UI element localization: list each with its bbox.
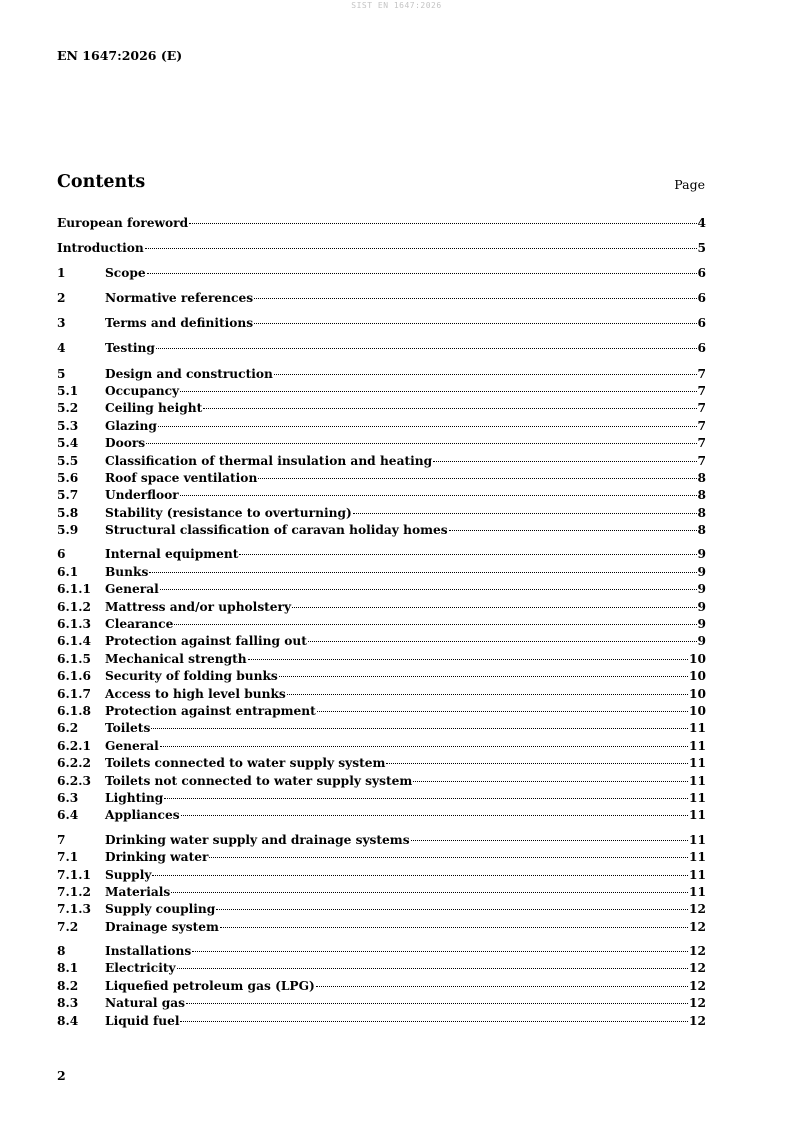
- toc-entry-page: 9: [697, 582, 706, 597]
- toc-entry-number: 7.1.3: [57, 902, 91, 917]
- toc-entry-page: 10: [689, 703, 706, 718]
- document-header: EN 1647:2026 (E): [57, 48, 183, 63]
- toc-entry-page: 12: [689, 1013, 706, 1028]
- toc-entry[interactable]: [57, 633, 706, 650]
- toc-entry-title: Toilets connected to water supply system: [105, 756, 386, 771]
- dot-leader: [180, 1020, 688, 1022]
- dot-leader: [180, 390, 696, 392]
- dot-leader: [147, 272, 697, 274]
- toc-entry-title: Design and construction: [105, 366, 273, 381]
- dot-leader: [180, 494, 697, 496]
- toc-entry[interactable]: [57, 867, 706, 884]
- toc-entry-page: 11: [689, 738, 706, 753]
- toc-entry-title: Electricity: [105, 961, 176, 976]
- toc-entry[interactable]: [57, 755, 706, 772]
- toc-entry[interactable]: [57, 470, 706, 487]
- toc-entry-title: Protection against entrapment: [105, 703, 316, 718]
- toc-entry-number: 5.5: [57, 453, 79, 468]
- toc-entry-page: 8: [697, 523, 706, 538]
- toc-entry[interactable]: [57, 901, 706, 918]
- toc-entry-title: Structural classification of caravan holiday homes: [105, 523, 448, 538]
- toc-entry-page: 11: [689, 867, 706, 882]
- toc-entry[interactable]: [57, 505, 706, 522]
- toc-entry-title: Introduction: [57, 241, 144, 256]
- toc-entry-page: 8: [697, 470, 706, 485]
- toc-entry-page: 12: [689, 996, 706, 1011]
- toc-entry-number: 6.1: [57, 564, 79, 579]
- toc-entry[interactable]: [57, 960, 706, 977]
- toc-entry-title: Supply: [105, 867, 152, 882]
- toc-entry-title: Stability (resistance to overturning): [105, 505, 352, 520]
- toc-entry-title: Natural gas: [105, 996, 185, 1011]
- toc-entry[interactable]: [57, 703, 706, 720]
- toc-entry-page: 9: [697, 634, 706, 649]
- toc-entry[interactable]: [57, 978, 706, 995]
- dot-leader: [254, 322, 696, 324]
- toc-entry-title: Drinking water: [105, 850, 209, 865]
- toc-entry[interactable]: [57, 943, 706, 960]
- dot-leader: [158, 425, 697, 427]
- toc-entry-number: 6.1.2: [57, 599, 91, 614]
- toc-entry-page: 7: [697, 383, 706, 398]
- toc-entry-number: 7.1.2: [57, 884, 91, 899]
- toc-entry[interactable]: [57, 366, 706, 383]
- toc-entry-number: 5.2: [57, 401, 79, 416]
- toc-entry-title: Occupancy: [105, 383, 180, 398]
- toc-entry-page: 6: [697, 291, 706, 306]
- toc-entry-page: 12: [689, 902, 706, 917]
- toc-entry[interactable]: [57, 884, 706, 901]
- toc-entry[interactable]: [57, 383, 706, 400]
- toc-entry[interactable]: [57, 919, 706, 936]
- toc-entry-title: Clearance: [105, 617, 174, 632]
- toc-entry-page: 7: [697, 366, 706, 381]
- toc-entry-number: 1: [57, 266, 66, 281]
- toc-entry-title: Protection against falling out: [105, 634, 307, 649]
- toc-entry-number: 3: [57, 316, 66, 331]
- dot-leader: [181, 814, 688, 816]
- toc-entry-number: 7.1.1: [57, 867, 91, 882]
- toc-entry-page: 9: [697, 617, 706, 632]
- page-column-label: Page: [674, 177, 705, 192]
- toc-entry[interactable]: [57, 616, 706, 633]
- toc-entry-number: 7.2: [57, 919, 79, 934]
- dot-leader: [449, 529, 697, 531]
- toc-entry-title: Toilets not connected to water supply system: [105, 773, 413, 788]
- dot-leader: [156, 347, 697, 349]
- toc-entry[interactable]: [57, 418, 706, 435]
- dot-leader: [308, 640, 697, 642]
- toc-entry-title: Bunks: [105, 564, 149, 579]
- dot-leader: [287, 693, 688, 695]
- toc-entry-number: 6.2.1: [57, 738, 91, 753]
- dot-leader: [220, 926, 688, 928]
- toc-entry[interactable]: [57, 453, 706, 470]
- toc-entry-page: 11: [689, 832, 706, 847]
- toc-entry-page: 7: [697, 418, 706, 433]
- toc-entry-number: 6.1.6: [57, 669, 91, 684]
- toc-entry-title: Materials: [105, 884, 171, 899]
- toc-entry-page: 9: [697, 547, 706, 562]
- toc-entry[interactable]: [57, 1013, 706, 1030]
- toc-entry[interactable]: [57, 832, 706, 849]
- toc-entry-number: 6.4: [57, 808, 79, 823]
- toc-entry-page: 6: [697, 341, 706, 356]
- dot-leader: [274, 373, 697, 375]
- toc-entry-page: 6: [697, 316, 706, 331]
- dot-leader: [160, 745, 688, 747]
- toc-entry-page: 4: [697, 216, 706, 230]
- dot-leader: [316, 985, 688, 987]
- toc-entry-title: Liquid fuel: [105, 1013, 180, 1028]
- toc-entry-page: 12: [689, 961, 706, 976]
- toc-entry-page: 6: [697, 266, 706, 281]
- toc-entry-title: Ceiling height: [105, 401, 203, 416]
- watermark: SIST EN 1647:2026: [351, 1, 442, 10]
- toc-entry-number: 5: [57, 366, 66, 381]
- dot-leader: [413, 780, 688, 782]
- toc-entry-page: 11: [689, 756, 706, 771]
- toc-entry-number: 5.9: [57, 523, 79, 538]
- toc-entry-title: Scope: [105, 266, 146, 281]
- toc-entry-page: 12: [689, 978, 706, 993]
- toc-entry-page: 12: [689, 944, 706, 959]
- toc-entry-number: 6: [57, 547, 66, 562]
- toc-entry[interactable]: [57, 773, 706, 790]
- dot-leader: [149, 571, 696, 573]
- toc-entry-title: Classification of thermal insulation and heating: [105, 453, 433, 468]
- toc-entry-number: 8.3: [57, 996, 79, 1011]
- toc-entry[interactable]: [57, 720, 706, 737]
- toc-entry-title: General: [105, 582, 159, 597]
- dot-leader: [203, 407, 696, 409]
- toc-entry-page: 11: [689, 884, 706, 899]
- toc-entry-page: 7: [697, 453, 706, 468]
- toc-entry-number: 8.1: [57, 961, 79, 976]
- toc-entry-title: Supply coupling: [105, 902, 216, 917]
- toc-entry[interactable]: [57, 400, 706, 417]
- toc-entry-number: 6.2: [57, 721, 79, 736]
- dot-leader: [258, 477, 696, 479]
- toc-entry[interactable]: [57, 315, 706, 340]
- dot-leader: [164, 797, 688, 799]
- toc-entry-page: 11: [689, 808, 706, 823]
- dot-leader: [192, 950, 688, 952]
- toc-entry-page: 11: [689, 773, 706, 788]
- toc-entry[interactable]: [57, 290, 706, 315]
- dot-leader: [292, 606, 696, 608]
- toc-entry-number: 6.1.4: [57, 634, 91, 649]
- toc-entry-number: 5.8: [57, 505, 79, 520]
- toc-entry-page: 10: [689, 651, 706, 666]
- toc-entry[interactable]: [57, 599, 706, 616]
- toc-entry-number: 6.1.7: [57, 686, 91, 701]
- toc-entry-page: 10: [689, 686, 706, 701]
- toc-entry-number: 4: [57, 341, 66, 356]
- toc-entry-title: General: [105, 738, 159, 753]
- toc-entry-page: 8: [697, 505, 706, 520]
- toc-entry-page: 10: [689, 669, 706, 684]
- table-of-contents: [57, 215, 706, 1030]
- dot-leader: [152, 874, 688, 876]
- toc-entry-page: 9: [697, 564, 706, 579]
- toc-entry-number: 5.7: [57, 488, 79, 503]
- toc-entry-title: Underfloor: [105, 488, 179, 503]
- dot-leader: [146, 442, 696, 444]
- toc-entry-number: 8: [57, 944, 66, 959]
- dot-leader: [433, 460, 696, 462]
- toc-entry-title: Drinking water supply and drainage systems: [105, 832, 410, 847]
- dot-leader: [174, 623, 696, 625]
- toc-entry[interactable]: [57, 807, 706, 824]
- dot-leader: [151, 727, 688, 729]
- toc-entry-number: 6.1.5: [57, 651, 91, 666]
- dot-leader: [239, 553, 696, 555]
- dot-leader: [209, 856, 688, 858]
- toc-entry-title: Installations: [105, 944, 192, 959]
- toc-entry-title: Liquefied petroleum gas (LPG): [105, 978, 315, 993]
- dot-leader: [160, 588, 697, 590]
- toc-entry-title: Toilets: [105, 721, 151, 736]
- toc-entry-number: 6.3: [57, 790, 79, 805]
- toc-entry-title: Mechanical strength: [105, 651, 247, 666]
- toc-entry-page: 7: [697, 401, 706, 416]
- dot-leader: [171, 891, 688, 893]
- toc-entry[interactable]: [57, 240, 706, 265]
- toc-entry[interactable]: [57, 564, 706, 581]
- toc-entry-title: Internal equipment: [105, 547, 239, 562]
- toc-entry[interactable]: [57, 995, 706, 1012]
- toc-entry[interactable]: [57, 738, 706, 755]
- toc-entry-number: 2: [57, 291, 66, 306]
- toc-entry-number: 6.2.3: [57, 773, 91, 788]
- toc-entry-number: 8.2: [57, 978, 79, 993]
- toc-entry[interactable]: [57, 581, 706, 598]
- toc-entry[interactable]: [57, 435, 706, 452]
- dot-leader: [186, 1002, 688, 1004]
- toc-entry[interactable]: [57, 522, 706, 539]
- toc-entry-title: Terms and definitions: [105, 316, 254, 331]
- dot-leader: [254, 297, 696, 299]
- dot-leader: [145, 247, 697, 249]
- dot-leader: [353, 512, 697, 514]
- toc-entry-title: Doors: [105, 436, 146, 451]
- toc-entry-page: 11: [689, 721, 706, 736]
- toc-entry[interactable]: [57, 265, 706, 290]
- toc-entry-number: 6.1.3: [57, 617, 91, 632]
- toc-entry[interactable]: [57, 487, 706, 504]
- toc-entry-page: 11: [689, 790, 706, 805]
- toc-entry-number: 6.1.8: [57, 703, 91, 718]
- page-title: Contents: [57, 172, 146, 192]
- dot-leader: [386, 762, 688, 764]
- toc-entry-number: 5.4: [57, 436, 79, 451]
- toc-entry[interactable]: [57, 651, 706, 668]
- dot-leader: [189, 222, 696, 224]
- toc-entry-title: Mattress and/or upholstery: [105, 599, 292, 614]
- toc-entry-title: Lighting: [105, 790, 164, 805]
- toc-entry-page: 11: [689, 850, 706, 865]
- toc-entry-number: 5.6: [57, 470, 79, 485]
- toc-entry-title: Access to high level bunks: [105, 686, 286, 701]
- toc-entry[interactable]: [57, 686, 706, 703]
- toc-entry-number: 6.1.1: [57, 582, 91, 597]
- toc-entry-number: 7.1: [57, 850, 79, 865]
- toc-entry-page: 12: [689, 919, 706, 934]
- toc-entry-title: Glazing: [105, 418, 157, 433]
- toc-entry-number: 5.3: [57, 418, 79, 433]
- toc-entry-number: 8.4: [57, 1013, 79, 1028]
- dot-leader: [248, 658, 688, 660]
- toc-entry-number: 7: [57, 832, 66, 847]
- toc-entry[interactable]: [57, 340, 706, 365]
- toc-entry-page: 9: [697, 599, 706, 614]
- toc-entry-page: 5: [697, 241, 706, 256]
- toc-entry-title: Testing: [105, 341, 155, 356]
- toc-entry-title: European foreword: [57, 216, 189, 230]
- toc-entry-title: Security of folding bunks: [105, 669, 278, 684]
- toc-entry[interactable]: [57, 668, 706, 685]
- dot-leader: [216, 908, 688, 910]
- toc-entry-title: Appliances: [105, 808, 180, 823]
- toc-entry-page: 8: [697, 488, 706, 503]
- toc-entry-page: 7: [697, 436, 706, 451]
- dot-leader: [411, 839, 688, 841]
- page-number: 2: [57, 1068, 66, 1083]
- toc-entry-title: Roof space ventilation: [105, 470, 258, 485]
- toc-entry-title: Drainage system: [105, 919, 219, 934]
- dot-leader: [317, 710, 688, 712]
- toc-entry[interactable]: [57, 546, 706, 563]
- toc-entry-title: Normative references: [105, 291, 254, 306]
- toc-entry-number: 5.1: [57, 383, 79, 398]
- toc-entry[interactable]: [57, 215, 706, 240]
- toc-entry-number: 6.2.2: [57, 756, 91, 771]
- dot-leader: [177, 967, 688, 969]
- toc-entry[interactable]: [57, 790, 706, 807]
- toc-entry[interactable]: [57, 849, 706, 866]
- dot-leader: [279, 675, 688, 677]
